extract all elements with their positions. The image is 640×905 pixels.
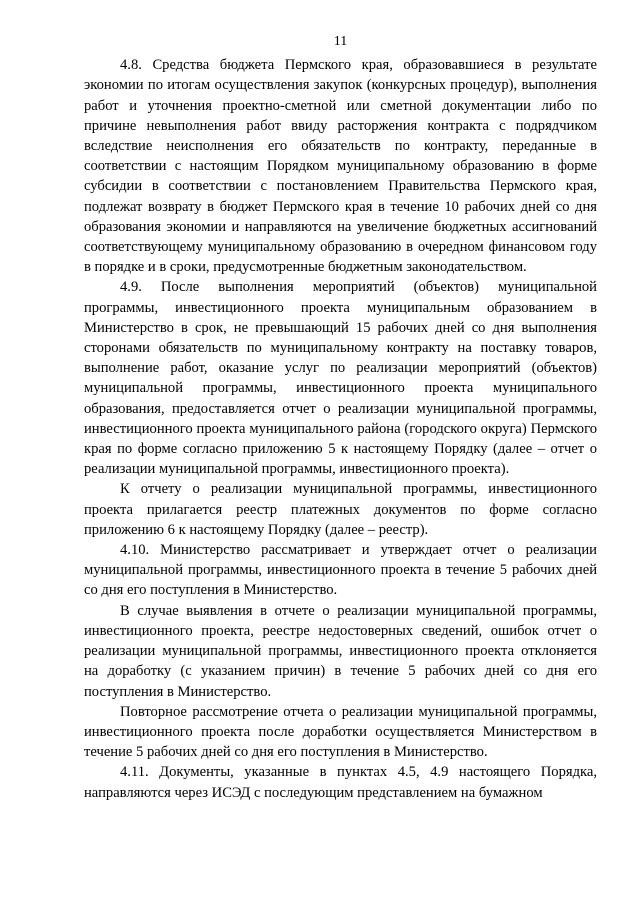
paragraph-4-9: 4.9. После выполнения мероприятий (объектов) муниципальной программы, инвестиционного проекта муниципальным образованием в Министерство в срок, не превышающий 15 рабочих дней со дня выполнения сторонами обязательств по муниципальному контракту на поставку товаров, выполнение работ, оказание услуг по реализации мероприятий (объектов) муниципальной программы, инвестиционного проекта муниципального образования, предоставляется отчет о реализации муниципальной программы, инвестиционного проекта муниципального района (городского округа) Пермского края по форме согласно приложению 5 к настоящему Порядку (далее – отчет о реализации муниципальной программы, инвестиционного проекта). xyxy=(84,279,597,478)
paragraph-4-10: 4.10. Министерство рассматривает и утверждает отчет о реализации муниципальной программы, инвестиционного проекта в течение 5 рабочих дней со дня его поступления в Министерство. xyxy=(84,542,597,599)
paragraph-errors: В случае выявления в отчете о реализации муниципальной программы, инвестиционного проекта, реестре недостоверных сведений, ошибок отчет о реализации муниципальной программы, инвестиционного проекта отклоняется на доработку (с указанием причин) в течение 5 рабочих дней со дня его поступления в Министерство. xyxy=(84,602,597,700)
paragraph-review: Повторное рассмотрение отчета о реализации муниципальной программы, инвестиционного проекта после доработки осуществляется Министерством в течение 5 рабочих дней со дня его поступления в Министерство. xyxy=(84,703,597,761)
page-number: 11 xyxy=(333,34,348,49)
paragraph-4-11: 4.11. Документы, указанные в пунктах 4.5, 4.9 настоящего Порядка, направляются через ИСЭД с последующим представлением на бумажном xyxy=(84,764,597,801)
paragraph-4-8: 4.8. Средства бюджета Пермского края, образовавшиеся в результате экономии по итогам осуществления закупок (конкурсных процедур), выполнения работ и уточнения проектно-сметной или сметной документации либо по причине невыполнения работ ввиду расторжения контракта с подрядчиком вследствие неисполнения его обязательств по контракту, переданные в соответствии с настоящим Порядком муниципальному образованию в форме субсидии в соответствии с постановлением Правительства Пермского края, подлежат возврату в бюджет Пермского края в течение 10 рабочих дней со дня образования экономии и направляются на увеличение бюджетных ассигнований соответствующему муниципальному образованию в очередном финансовом году в порядке и в сроки, предусмотренные бюджетным законодательством. xyxy=(84,57,597,276)
paragraph-report-registry: К отчету о реализации муниципальной программы, инвестиционного проекта прилагается реестр платежных документов по форме согласно приложению 6 к настоящему Порядку (далее – реестр). xyxy=(84,481,597,538)
